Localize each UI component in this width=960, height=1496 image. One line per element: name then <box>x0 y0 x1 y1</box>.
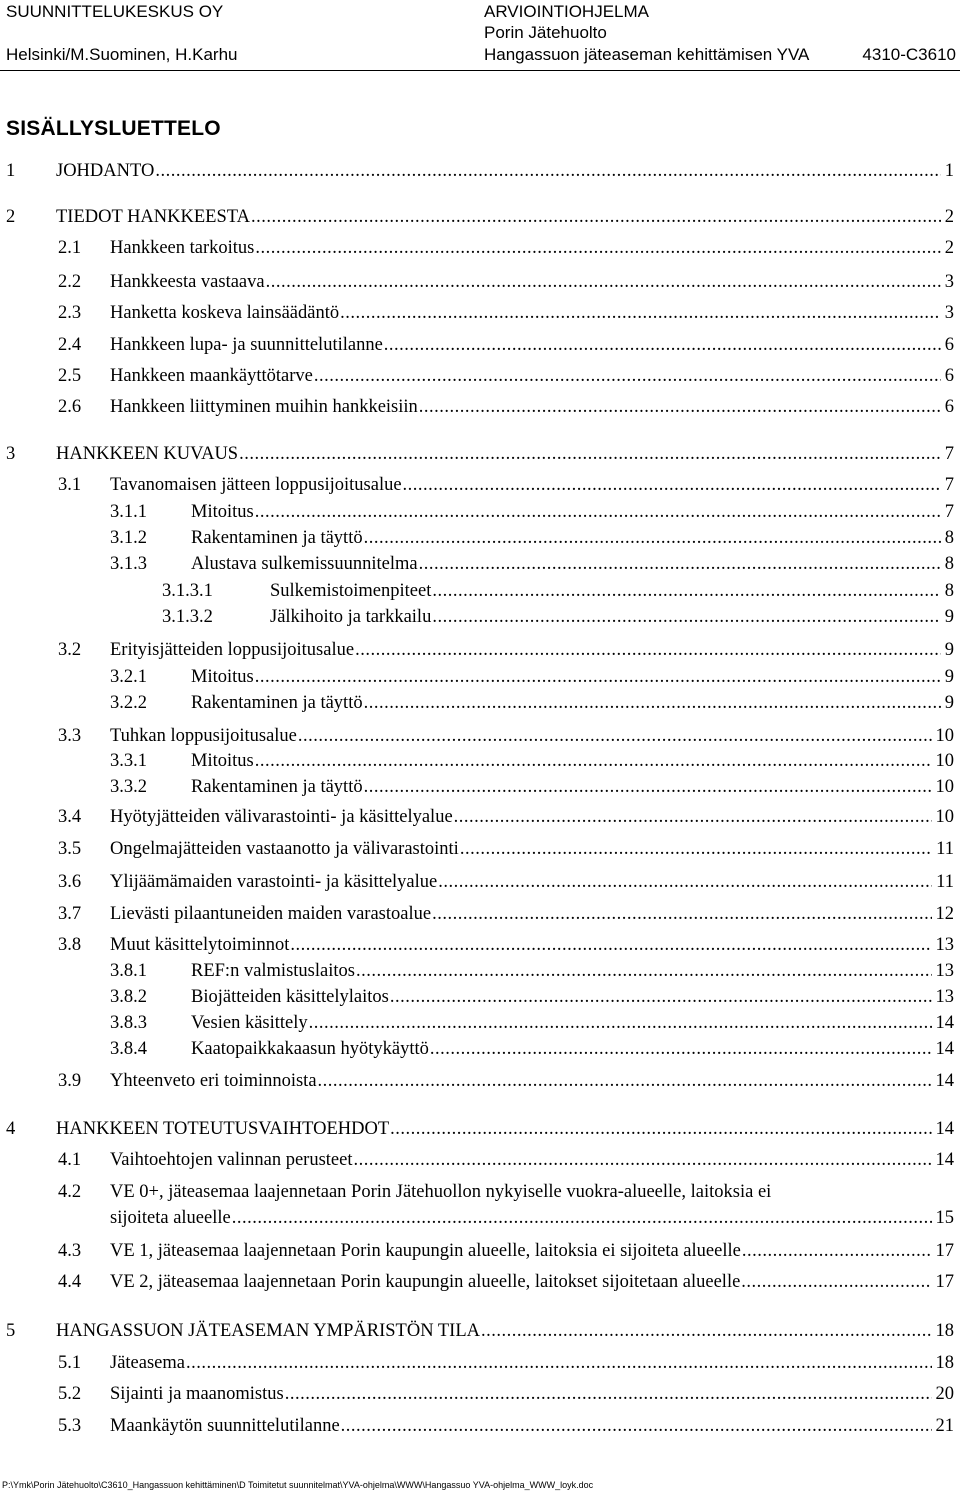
toc-leader-dots <box>318 1070 932 1092</box>
toc-entry[interactable] <box>0 1070 954 1092</box>
toc-entry-title: VE 2, jäteasemaa laajennetaan Porin kaupungin alueelle, laitokset sijoitetaan alueelle <box>110 1272 741 1292</box>
toc-entry-page: 6 <box>944 397 954 417</box>
toc-entry-title: Jälkihoito ja tarkkailu <box>270 607 432 627</box>
toc-entry[interactable] <box>0 1383 954 1405</box>
toc-leader-dots <box>438 871 932 893</box>
toc-leader-dots <box>340 302 941 324</box>
toc-entry-title: Hankkeen lupa- ja suunnittelutilanne <box>110 335 383 355</box>
toc-entry-number: 3.6 <box>58 872 82 892</box>
toc-entry-number: 4.1 <box>58 1150 82 1170</box>
toc-entry[interactable] <box>0 606 954 628</box>
toc-leader-dots <box>255 666 941 688</box>
toc-entry-number: 3.1.2 <box>110 528 147 548</box>
toc-leader-dots <box>432 903 931 925</box>
toc-entry-number: 3.8.3 <box>110 1013 147 1033</box>
toc-entry[interactable] <box>0 750 954 772</box>
toc-entry[interactable] <box>0 1415 954 1437</box>
toc-entry-page: 11 <box>936 872 954 892</box>
toc-leader-dots <box>390 986 932 1008</box>
toc-entry[interactable] <box>0 666 954 688</box>
toc-entry[interactable] <box>0 903 954 925</box>
toc-entry-title: Maankäytön suunnittelutilanne <box>110 1416 340 1436</box>
toc-entry-page: 11 <box>936 839 954 859</box>
toc-entry-title: Sulkemistoimenpiteet <box>270 581 432 601</box>
toc-entry[interactable] <box>0 960 954 982</box>
toc-entry-page: 10 <box>935 726 954 746</box>
toc-entry-number: 3.4 <box>58 807 82 827</box>
toc-entry-number: 3.1 <box>58 475 82 495</box>
toc-entry-number: 3.3.1 <box>110 751 147 771</box>
toc-entry-title: Mitoitus <box>191 667 254 687</box>
toc-entry-page: 10 <box>935 751 954 771</box>
toc-entry-title: HANKKEEN KUVAUS <box>56 444 239 464</box>
toc-entry[interactable] <box>0 1271 954 1293</box>
toc-entry[interactable] <box>0 1181 954 1229</box>
toc-entry-title: Hanketta koskeva lainsäädäntö <box>110 303 340 323</box>
toc-entry-title: Muut käsittelytoiminnot <box>110 935 290 955</box>
toc-entry-page: 8 <box>944 528 954 548</box>
toc-entry-number: 3.8.2 <box>110 987 147 1007</box>
toc-entry[interactable] <box>0 1352 954 1374</box>
toc-entry-title: Tuhkan loppusijoitusalue <box>110 726 297 746</box>
toc-entry-page: 2 <box>944 207 954 227</box>
toc-entry[interactable] <box>0 1118 954 1140</box>
toc-entry-number: 3 <box>6 444 16 464</box>
toc-entry[interactable] <box>0 206 954 228</box>
toc-leader-dots <box>341 1415 932 1437</box>
toc-leader-dots <box>481 1320 932 1342</box>
toc-entry[interactable] <box>0 580 954 602</box>
toc-entry-page: 14 <box>935 1013 954 1033</box>
toc-entry[interactable] <box>0 396 954 418</box>
toc-entry-title: Yhteenveto eri toiminnoista <box>110 1071 317 1091</box>
toc-entry-number: 2.3 <box>58 303 82 323</box>
toc-entry-number: 3.3.2 <box>110 777 147 797</box>
toc-entry-number: 3.8.1 <box>110 961 147 981</box>
toc-entry[interactable] <box>0 934 954 956</box>
toc-entry-title: Kaatopaikkakaasun hyötykäyttö <box>191 1039 429 1059</box>
toc-entry-number: 4 <box>6 1119 16 1139</box>
toc-entry-title-line1: VE 0+, jäteasemaa laajennetaan Porin Jätehuollon nykyiselle vuokra-alueelle, laitoksia ei <box>110 1182 772 1202</box>
toc-entry-title: Vesien käsittely <box>191 1013 308 1033</box>
toc-entry-page: 14 <box>935 1119 954 1139</box>
toc-leader-dots <box>186 1352 932 1374</box>
toc-leader-dots <box>255 501 941 523</box>
toc-entry-number: 2 <box>6 207 16 227</box>
toc-entry-number: 5.2 <box>58 1384 82 1404</box>
toc-entry[interactable] <box>0 271 954 293</box>
toc-entry-page: 14 <box>935 1071 954 1091</box>
toc-entry-page: 9 <box>944 640 954 660</box>
toc-entry[interactable] <box>0 501 954 523</box>
toc-leader-dots <box>403 474 941 496</box>
toc-entry[interactable] <box>0 334 954 356</box>
toc-leader-dots <box>314 365 941 387</box>
toc-entry[interactable] <box>0 237 954 259</box>
toc-entry-title: Hankkeen maankäyttötarve <box>110 366 313 386</box>
toc-leader-dots <box>266 271 941 293</box>
toc-entry-title: Mitoitus <box>191 751 254 771</box>
toc-entry[interactable] <box>0 302 954 324</box>
toc-entry-page: 17 <box>935 1241 954 1261</box>
toc-entry-page: 14 <box>935 1039 954 1059</box>
toc-entry-number: 2.6 <box>58 397 82 417</box>
toc-entry-title: Mitoitus <box>191 502 254 522</box>
header-rule <box>0 70 960 71</box>
toc-entry-title: Sijainti ja maanomistus <box>110 1384 284 1404</box>
toc-leader-dots <box>432 580 940 602</box>
toc-entry-title: Tavanomaisen jätteen loppusijoitusalue <box>110 475 402 495</box>
toc-entry[interactable] <box>0 365 954 387</box>
toc-entry-page: 9 <box>944 607 954 627</box>
toc-entry[interactable] <box>0 986 954 1008</box>
toc-entry-number: 2.2 <box>58 272 82 292</box>
toc-leader-dots <box>419 553 941 575</box>
toc-entry[interactable] <box>0 806 954 828</box>
toc-leader-dots <box>419 396 941 418</box>
toc-leader-dots <box>390 1118 931 1140</box>
toc-entry-number: 5 <box>6 1321 16 1341</box>
header-left-line1: SUUNNITTELUKESKUS OY <box>6 2 224 21</box>
toc-leader-dots <box>741 1271 931 1293</box>
toc-entry-number: 3.2.1 <box>110 667 147 687</box>
toc-entry-title: Biojätteiden käsittelylaitos <box>191 987 389 1007</box>
toc-entry[interactable] <box>0 776 954 798</box>
toc-entry-page: 1 <box>944 161 954 181</box>
toc-leader-dots <box>364 692 941 714</box>
toc-leader-dots <box>356 960 932 982</box>
toc-entry-number: 4.3 <box>58 1241 82 1261</box>
toc-entry-page: 20 <box>935 1384 954 1404</box>
header-right-line1: ARVIOINTIOHJELMA <box>484 2 649 21</box>
toc-entry-page: 8 <box>944 581 954 601</box>
toc-entry-page: 8 <box>944 554 954 574</box>
toc-entry-page: 21 <box>935 1416 954 1436</box>
toc-entry-number: 3.8 <box>58 935 82 955</box>
toc-entry-page: 13 <box>935 935 954 955</box>
toc-entry-page: 7 <box>944 502 954 522</box>
file-path-footer: P:\Ymk\Porin Jätehuolto\C3610_Hangassuon kehittäminen\D Toimitetut suunnitelmat\YVA-ohjelma\WWW\Hangassuo YVA-ohjelma_WWW_loyk.doc <box>2 1480 594 1490</box>
toc-entry-number: 3.2 <box>58 640 82 660</box>
toc-entry-page: 13 <box>935 987 954 1007</box>
toc-leader-dots <box>309 1012 932 1034</box>
toc-leader-dots <box>251 206 941 228</box>
toc-leader-dots <box>290 934 931 956</box>
toc-entry-title: Hankkeen liittyminen muihin hankkeisiin <box>110 397 418 417</box>
header-left-line2: Helsinki/M.Suominen, H.Karhu <box>6 45 238 64</box>
header-code: 4310-C3610 <box>862 45 956 64</box>
toc-entry[interactable] <box>0 871 954 893</box>
toc-entry-page: 7 <box>944 475 954 495</box>
toc-entry-page: 6 <box>944 366 954 386</box>
toc-entry-page: 9 <box>944 693 954 713</box>
toc-leader-dots <box>353 1149 931 1171</box>
toc-entry-number: 2.4 <box>58 335 82 355</box>
toc-entry-number: 5.1 <box>58 1353 82 1373</box>
toc-entry-number: 3.5 <box>58 839 82 859</box>
toc-leader-dots <box>232 1207 932 1229</box>
toc-entry-title: Vaihtoehtojen valinnan perusteet <box>110 1150 353 1170</box>
toc-entry-number: 2.1 <box>58 238 82 258</box>
toc-entry-number: 3.7 <box>58 904 82 924</box>
toc-entry[interactable] <box>0 838 954 860</box>
toc-entry[interactable] <box>0 1149 954 1171</box>
toc-entry-page: 7 <box>944 444 954 464</box>
toc-entry-title: TIEDOT HANKKEESTA <box>56 207 250 227</box>
toc-entry-number: 3.2.2 <box>110 693 147 713</box>
toc-entry-number: 2.5 <box>58 366 82 386</box>
toc-leader-dots <box>364 776 932 798</box>
toc-entry-page: 10 <box>935 807 954 827</box>
toc-leader-dots <box>430 1038 932 1060</box>
toc-entry-page: 3 <box>944 303 954 323</box>
toc-entry-page: 14 <box>935 1150 954 1170</box>
toc-entry-title: Rakentaminen ja täyttö <box>191 693 363 713</box>
toc-entry-title: JOHDANTO <box>56 161 155 181</box>
toc-leader-dots <box>255 237 940 259</box>
toc-entry-title: Erityisjätteiden loppusijoitusalue <box>110 640 355 660</box>
toc-entry[interactable] <box>0 527 954 549</box>
toc-entry-page: 9 <box>944 667 954 687</box>
toc-entry-page: 13 <box>935 961 954 981</box>
toc-leader-dots <box>460 838 932 860</box>
toc-leader-dots <box>285 1383 932 1405</box>
toc-entry-title: Hankkeesta vastaava <box>110 272 265 292</box>
toc-entry-page: 18 <box>935 1353 954 1373</box>
toc-entry-page: 10 <box>935 777 954 797</box>
header-right-line3: Hangassuon jäteaseman kehittämisen YVA <box>484 45 810 64</box>
toc-entry-title: HANGASSUON JÄTEASEMAN YMPÄRISTÖN TILA <box>56 1321 480 1341</box>
toc-entry[interactable] <box>0 639 954 661</box>
toc-entry-number: 3.3 <box>58 726 82 746</box>
toc-entry-number: 4.4 <box>58 1272 82 1292</box>
toc-entry-title: Hyötyjätteiden välivarastointi- ja käsittelyalue <box>110 807 453 827</box>
toc-leader-dots <box>384 334 941 356</box>
toc-entry[interactable] <box>0 553 954 575</box>
toc-title: SISÄLLYSLUETTELO <box>6 117 221 140</box>
toc-entry-title: Jäteasema <box>110 1353 185 1373</box>
toc-entry-page: 17 <box>935 1272 954 1292</box>
toc-entry-title: Ongelmajätteiden vastaanotto ja välivarastointi <box>110 839 459 859</box>
toc-entry[interactable] <box>0 1320 954 1342</box>
toc-entry-title: Hankkeen tarkoitus <box>110 238 255 258</box>
toc-entry[interactable] <box>0 725 954 747</box>
toc-entry-number: 3.8.4 <box>110 1039 147 1059</box>
toc-entry-page: 2 <box>944 238 954 258</box>
toc-entry-page: 3 <box>944 272 954 292</box>
toc-entry-title: Lievästi pilaantuneiden maiden varastoalue <box>110 904 432 924</box>
header-right-line2: Porin Jätehuolto <box>484 23 607 42</box>
toc-entry-number: 3.1.1 <box>110 502 147 522</box>
toc-entry-title: Ylijäämämaiden varastointi- ja käsittelyalue <box>110 872 438 892</box>
toc-entry-page: 12 <box>935 904 954 924</box>
toc-entry[interactable] <box>0 1012 954 1034</box>
toc-leader-dots <box>742 1240 932 1262</box>
toc-entry-title: REF:n valmistuslaitos <box>191 961 355 981</box>
toc-entry-title: Rakentaminen ja täyttö <box>191 777 363 797</box>
toc-entry-page: 6 <box>944 335 954 355</box>
toc-entry-number: 3.1.3 <box>110 554 147 574</box>
toc-leader-dots <box>364 527 941 549</box>
toc-entry[interactable] <box>0 443 954 465</box>
toc-entry-title: HANKKEEN TOTEUTUSVAIHTOEHDOT <box>56 1119 390 1139</box>
toc-entry-number: 5.3 <box>58 1416 82 1436</box>
toc-entry[interactable] <box>0 1240 954 1262</box>
toc-leader-dots <box>355 639 941 661</box>
toc-leader-dots <box>155 160 940 182</box>
toc-entry-title: Alustava sulkemissuunnitelma <box>191 554 418 574</box>
toc-entry-number: 3.9 <box>58 1071 82 1091</box>
toc-entry-number: 1 <box>6 161 16 181</box>
toc-entry[interactable] <box>0 474 954 496</box>
toc-entry-title: VE 1, jäteasemaa laajennetaan Porin kaupungin alueelle, laitoksia ei sijoiteta alueelle <box>110 1241 741 1261</box>
toc-leader-dots <box>298 725 932 747</box>
toc-entry-number: 4.2 <box>58 1182 82 1202</box>
toc-entry-page: 15 <box>935 1208 954 1228</box>
toc-entry-title: Rakentaminen ja täyttö <box>191 528 363 548</box>
toc-entry[interactable] <box>0 160 954 182</box>
toc-entry-page: 18 <box>935 1321 954 1341</box>
toc-entry[interactable] <box>0 1038 954 1060</box>
toc-leader-dots <box>454 806 932 828</box>
toc-entry-title: sijoiteta alueelle <box>110 1208 231 1228</box>
toc-entry-number: 3.1.3.2 <box>162 607 213 627</box>
toc-entry-number: 3.1.3.1 <box>162 581 213 601</box>
toc-leader-dots <box>239 443 941 465</box>
toc-leader-dots <box>432 606 940 628</box>
toc-entry[interactable] <box>0 692 954 714</box>
toc-leader-dots <box>255 750 932 772</box>
